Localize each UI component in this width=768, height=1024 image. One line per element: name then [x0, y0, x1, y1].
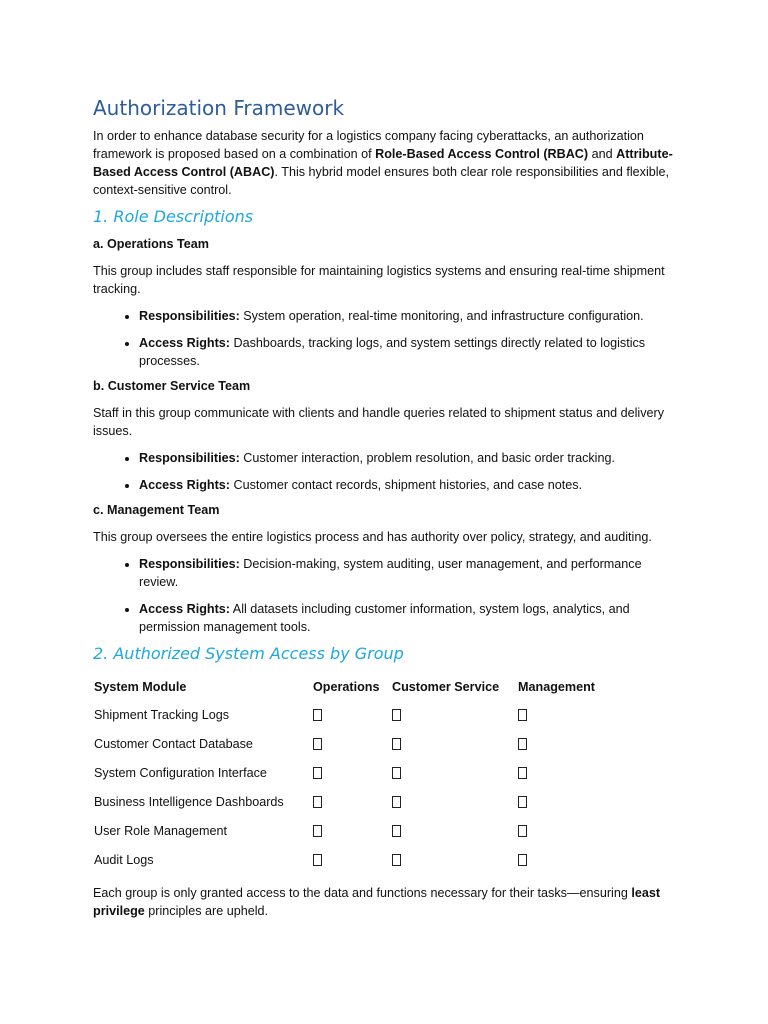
column-header-module: System Module — [94, 679, 187, 694]
table-row — [93, 845, 638, 874]
access-box-icon — [392, 767, 401, 779]
access-box-icon — [518, 738, 527, 750]
table-row — [93, 816, 638, 845]
access-table — [93, 673, 638, 874]
access-box-icon — [392, 825, 401, 837]
module-name: User Role Management — [94, 823, 227, 838]
table-row — [93, 787, 638, 816]
access-box-icon — [518, 709, 527, 721]
access-box-icon — [313, 738, 322, 750]
bullet-text: All datasets including customer information, system logs, analytics, and permission management tools. — [139, 602, 630, 634]
bullet-text: System operation, real-time monitoring, and infrastructure configuration. — [239, 309, 644, 323]
access-box-icon — [313, 825, 322, 837]
role-bullet-list — [93, 555, 673, 636]
role-description: This group oversees the entire logistics process and has authority over policy, strategy, and auditing. — [93, 530, 652, 544]
list-item-responsibilities — [139, 555, 673, 591]
bullet-text: Decision-making, system auditing, user management, and performance review. — [139, 557, 642, 589]
role-heading: c. Management Team — [93, 503, 220, 517]
access-box-icon — [518, 825, 527, 837]
role-bullet-list — [93, 449, 673, 494]
closing-paragraph — [93, 884, 673, 920]
intro-bold-rbac: Role-Based Access Control (RBAC) — [375, 147, 589, 161]
access-box-icon — [313, 767, 322, 779]
module-name: Shipment Tracking Logs — [94, 707, 230, 722]
section-heading-access: 2. Authorized System Access by Group — [93, 644, 404, 663]
access-box-icon — [518, 796, 527, 808]
access-box-icon — [313, 709, 322, 721]
bullet-label: Access Rights: — [139, 478, 230, 492]
intro-text-3: . This hybrid model ensures both clear role responsibilities and flexible, context-sensitive control. — [93, 165, 670, 197]
access-box-icon — [392, 738, 401, 750]
module-name: Audit Logs — [94, 852, 154, 867]
access-box-icon — [313, 796, 322, 808]
list-item-access-rights — [139, 476, 673, 494]
closing-text-2: principles are upheld. — [144, 904, 269, 918]
role-operations — [93, 236, 673, 370]
list-item-access-rights — [139, 600, 673, 636]
table-row — [93, 729, 638, 758]
role-heading: b. Customer Service Team — [93, 379, 251, 393]
bullet-label: Access Rights: — [139, 336, 230, 350]
bullet-text: Customer interaction, problem resolution, and basic order tracking. — [239, 451, 615, 465]
list-item-access-rights — [139, 334, 673, 370]
column-header-operations: Operations — [313, 679, 380, 694]
role-description: Staff in this group communicate with clients and handle queries related to shipment status and delivery issues. — [93, 406, 665, 438]
table-header-row — [93, 673, 638, 700]
intro-text-1: In order to enhance database security for a logistics company facing cyberattacks, an authorization framework is proposed based on a combination of — [93, 129, 644, 161]
document-body — [93, 95, 673, 920]
intro-text-2: and — [588, 147, 617, 161]
role-customer-service — [93, 378, 673, 494]
list-item-responsibilities — [139, 307, 673, 325]
closing-bold: least privilege — [93, 886, 661, 918]
bullet-label: Responsibilities: — [139, 557, 240, 571]
module-name: Business Intelligence Dashboards — [94, 794, 284, 809]
role-management — [93, 502, 673, 636]
intro-paragraph — [93, 127, 673, 199]
module-name: Customer Contact Database — [94, 736, 253, 751]
bullet-text: Customer contact records, shipment histories, and case notes. — [230, 478, 583, 492]
access-box-icon — [518, 767, 527, 779]
column-header-management: Management — [518, 679, 595, 694]
access-box-icon — [313, 854, 322, 866]
access-box-icon — [392, 709, 401, 721]
document-title: Authorization Framework — [93, 96, 345, 120]
module-name: System Configuration Interface — [94, 765, 267, 780]
access-box-icon — [392, 796, 401, 808]
bullet-label: Responsibilities: — [139, 451, 240, 465]
closing-text-1: Each group is only granted access to the data and functions necessary for their tasks—ensuring — [93, 886, 632, 900]
bullet-text: Dashboards, tracking logs, and system settings directly related to logistics processes. — [139, 336, 646, 368]
section-heading-roles: 1. Role Descriptions — [93, 207, 254, 226]
role-bullet-list — [93, 307, 673, 370]
access-box-icon — [392, 854, 401, 866]
bullet-label: Access Rights: — [139, 602, 230, 616]
table-row — [93, 758, 638, 787]
table-row — [93, 700, 638, 729]
role-heading: a. Operations Team — [93, 237, 209, 251]
intro-bold-abac: Attribute-Based Access Control (ABAC) — [93, 147, 673, 179]
column-header-customer-service: Customer Service — [392, 679, 500, 694]
role-description: This group includes staff responsible for maintaining logistics systems and ensuring real-time shipment tracking. — [93, 264, 665, 296]
access-box-icon — [518, 854, 527, 866]
list-item-responsibilities — [139, 449, 673, 467]
bullet-label: Responsibilities: — [139, 309, 240, 323]
